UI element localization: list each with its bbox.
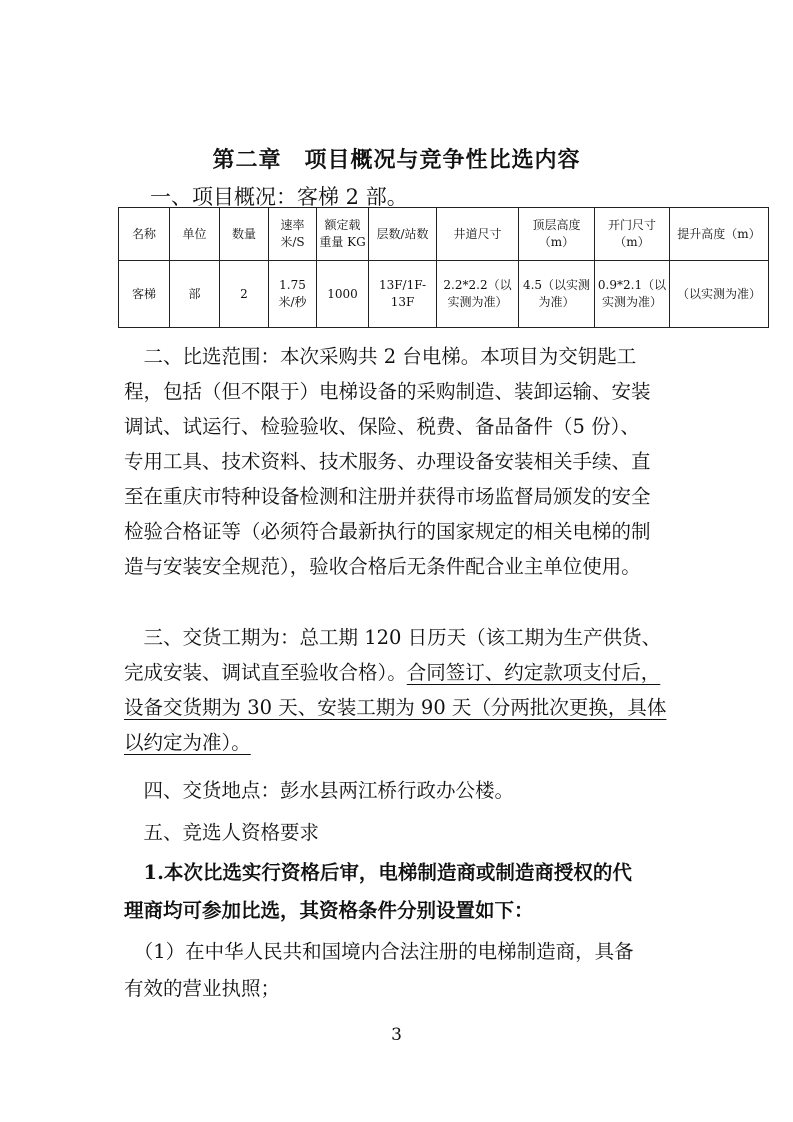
underlined-text: 以约定为准）。 xyxy=(124,731,251,754)
table-row xyxy=(119,261,769,328)
table-cell: 1000 xyxy=(317,261,369,328)
qualification-heading xyxy=(124,815,704,850)
table-cell: 4.5（以实测为准） xyxy=(519,261,595,328)
text-line: 专用工具、技术资料、技术服务、办理设备安装相关手续、直 xyxy=(124,450,651,473)
table-cell: 0.9*2.1（以实测为准） xyxy=(595,261,670,328)
qualification-intro xyxy=(124,854,704,930)
chapter-title: 第二章 项目概况与竞争性比选内容 xyxy=(212,148,581,173)
text-line: （1）在中华人民共和国境内合法注册的电梯制造商，具备 xyxy=(124,940,634,963)
table-cell: 客梯 xyxy=(119,261,170,328)
table-cell: 13F/1F-13F xyxy=(369,261,437,328)
text-line: 1.本次比选实行资格后审，电梯制造商或制造商授权的代 xyxy=(124,861,632,884)
header-cell: 名称 xyxy=(119,208,170,261)
text-line: 二、比选范围：本次采购共 2 台电梯。本项目为交钥匙工 xyxy=(124,345,637,368)
text-line: 四、交货地点：彭水县两江桥行政办公楼。 xyxy=(124,779,515,802)
header-cell: 顶层高度（m） xyxy=(519,208,595,261)
header-cell: 提升高度（m） xyxy=(670,208,769,261)
underlined-text: 合同签订、约定款项支付后， xyxy=(406,661,661,684)
text-line: 理商均可参加比选，其资格条件分别设置如下： xyxy=(124,899,534,922)
header-cell: 数量 xyxy=(220,208,269,261)
table-header-row xyxy=(119,208,769,261)
text-line: 程，包括（但不限于）电梯设备的采购制造、装卸运输、安装 xyxy=(124,380,651,403)
text-line xyxy=(124,725,704,760)
delivery-plain-text: 完成安装、调试直至验收合格）。 xyxy=(124,661,407,684)
delivery-paragraph xyxy=(124,620,704,760)
qualification-item-1 xyxy=(124,933,704,1007)
table-cell: 部 xyxy=(170,261,220,328)
text-line xyxy=(124,690,704,725)
page-number: 3 xyxy=(391,1025,402,1045)
table-cell: 2.2*2.2（以实测为准） xyxy=(437,261,519,328)
text-line: 至在重庆市特种设备检测和注册并获得市场监督局颁发的安全 xyxy=(124,485,651,508)
project-overview-heading: 一、项目概况：客梯 2 部。 xyxy=(150,185,408,209)
table-cell: 1.75 米/秒 xyxy=(269,261,317,328)
text-line: 造与安装安全规范），验收合格后无条件配合业主单位使用。 xyxy=(124,555,641,578)
delivery-location xyxy=(124,773,704,808)
header-cell: 速率米/S xyxy=(269,208,317,261)
text-line: 五、竞选人资格要求 xyxy=(124,821,320,844)
header-cell: 开门尺寸（m） xyxy=(595,208,670,261)
header-cell: 单位 xyxy=(170,208,220,261)
header-cell: 额定载重量 KG xyxy=(317,208,369,261)
text-line: 检验合格证等（必须符合最新执行的国家规定的相关电梯的制 xyxy=(124,520,651,543)
text-line: 调试、试运行、检验验收、保险、税费、备品备件（5 份）、 xyxy=(124,415,640,438)
text-line: 有效的营业执照； xyxy=(124,977,281,1000)
header-cell: 井道尺寸 xyxy=(437,208,519,261)
underlined-text: 设备交货期为 30 天、安装工期为 90 天（分两批次更换，具体 xyxy=(124,696,667,719)
table-cell: 2 xyxy=(220,261,269,328)
text-line: 三、交货工期为：总工期 120 日历天（该工期为生产供货、 xyxy=(124,626,662,649)
header-cell: 层数/站数 xyxy=(369,208,437,261)
text-line xyxy=(124,655,704,690)
table-cell: （以实测为准） xyxy=(670,261,769,328)
scope-paragraph xyxy=(124,339,704,584)
elevator-spec-table xyxy=(118,207,769,328)
